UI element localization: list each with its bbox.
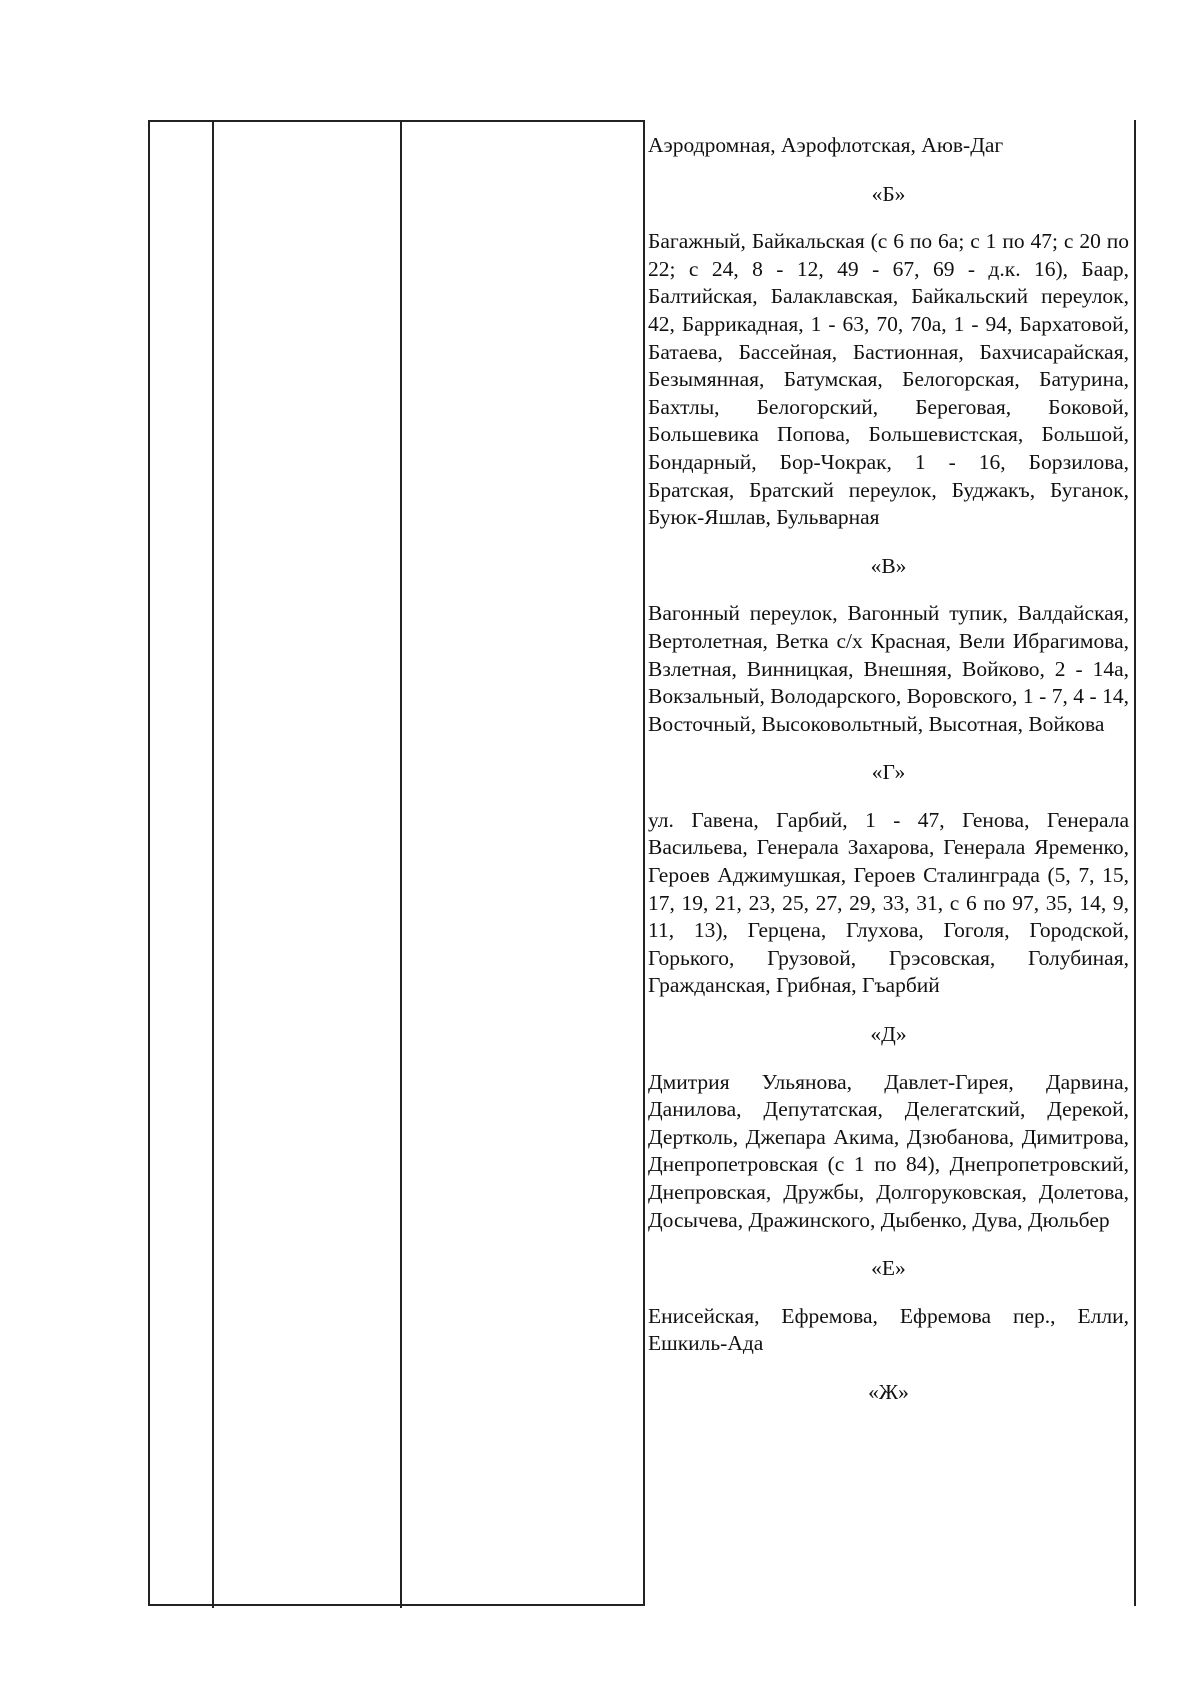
section-letter-e: «Е» — [871, 1256, 906, 1281]
column-divider-1 — [212, 122, 214, 1608]
column-divider-2 — [400, 122, 402, 1608]
section-text-v: Вагонный переулок, Вагонный тупик, Валдайская, Вертолетная, Ветка с/х Красная, Вели Ибрагимова, Взлетная, Винницкая, Внешняя, Войково, 2 - 14а, Вокзальный, Володарского, Воровского, 1 - 7, 4 - 14, Восточный, Высоковольтный, Высотная, Войкова — [648, 601, 1129, 736]
empty-columns-box — [148, 120, 645, 1606]
table-right-border — [1134, 120, 1136, 1606]
section-letter-zh: «Ж» — [868, 1379, 909, 1404]
street-list-column — [648, 120, 1129, 1606]
section-letter-d: «Д» — [870, 1022, 907, 1047]
section-letter-g: «Г» — [871, 760, 906, 785]
street-list-intro: Аэродромная, Аэрофлотская, Аюв-Даг — [648, 133, 1004, 157]
section-text-d: Дмитрия Ульянова, Давлет-Гирея, Дарвина, Данилова, Депутатская, Делегатский, Дерекой, Дертколь, Джепара Акима, Дзюбанова, Димитрова, Днепропетровская (с 1 по 84), Днепропетровский, Днепровская, Дружбы, Долгоруковская, Долетова, Досычева, Дражинского, Дыбенко, Дува, Дюльбер — [648, 1069, 1129, 1232]
section-letter-b: «Б» — [871, 181, 906, 206]
section-letter-v: «В» — [870, 553, 907, 578]
table-frame — [148, 120, 1138, 1606]
section-text-b: Багажный, Байкальская (с 6 по 6а; с 1 по 47; с 20 по 22; с 24, 8 - 12, 49 - 67, 69 - д.к. 16), Баар, Балтийская, Балаклавская, Байкальский переулок, 42, Баррикадная, 1 - 63, 70, 70а, 1 - 94, Бархатовой, Батаева, Бассейная, Бастионная, Бахчисарайская, Безымянная, Батумская, Белогорская, Батурина, Бахтлы, Белогорский, Береговая, Боковой, Большевика Попова, Большевистская, Большой, Бондарный, Бор-Чокрак, 1 - 16, Борзилова, Братская, Братский переулок, Буджакъ, Буганок, Буюк-Яшлав, Бульварная — [648, 229, 1129, 530]
section-text-e: Енисейская, Ефремова, Ефремова пер., Елли, Ешкиль-Ада — [648, 1303, 1129, 1356]
section-text-g: ул. Гавена, Гарбий, 1 - 47, Генова, Генерала Васильева, Генерала Захарова, Генерала Яременко, Героев Аджимушкая, Героев Сталинграда (5, 7, 15, 17, 19, 21, 23, 25, 27, 29, 33, 31, с 6 по 97, 35, 14, 9, 11, 13), Герцена, Глухова, Гоголя, Городской, Горького, Грузовой, Грэсовская, Голубиная, Гражданская, Грибная, Гъарбий — [648, 807, 1129, 998]
